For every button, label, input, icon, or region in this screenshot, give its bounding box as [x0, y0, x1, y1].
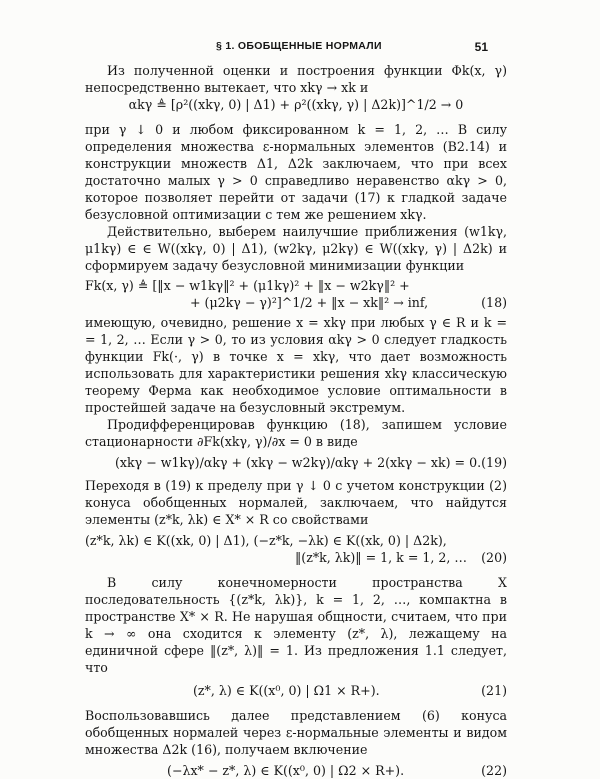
equation-text: Fk(x, γ) ≜ [‖x − w1kγ‖² + (μ1kγ)² + ‖x − w2kγ‖² + [85, 278, 410, 293]
equation-text: + (μ2kγ − γ)²]^1/2 + ‖x − xk‖² → inf, [190, 295, 429, 310]
paragraph: при γ ↓ 0 и любом фиксированном k = 1, 2, … В силу определения множества ε-нормальных элементов (B2.14) и конструкции множеств Δ1, Δ2k заключаем, что при всех достаточно малых γ > 0 справедливо неравенство αkγ > 0, которое позволяет перейти от задачи (17) к гладкой задаче безусловной оптимизации с тем же решением xkγ. [85, 122, 507, 222]
equation-number: (21) [481, 683, 507, 698]
equation-number: (20) [481, 550, 507, 565]
equation-20-line-2 [85, 549, 507, 566]
equation-19 [85, 454, 507, 471]
equation-text: (−λx* − z*, λ) ∈ K((x⁰, 0) | Ω2 × R+). [167, 763, 405, 778]
paragraph: имеющую, очевидно, решение x = xkγ при любых γ ∈ R и k = = 1, 2, … Если γ > 0, то из условия αkγ > 0 следует гладкость функции Fk(·, γ) в точке x = xkγ, что дает возможность использовать для характеристики решения xkγ классическую теорему Ферма как необходимое условие оптимальности в простейшей задаче на безусловный экстремум. [85, 315, 507, 415]
page-number: 51 [474, 40, 488, 54]
paragraph: Продифференцировав функцию (18), запишем условие стационарности ∂Fk(xkγ, γ)/∂x = 0 в виде [85, 417, 507, 449]
equation-number: (19) [481, 455, 507, 470]
page-header [0, 40, 600, 56]
equation-text: (xkγ − w1kγ)/αkγ + (xkγ − w2kγ)/αkγ + 2(xkγ − xk) = 0. [115, 455, 482, 470]
equation-number: (18) [481, 295, 507, 310]
paragraph: В силу конечномерности пространства X последовательность {(z*k, λk)}, k = 1, 2, …, компактна в пространстве X* × R. Не нарушая общности, считаем, что при k → ∞ она сходится к элементу (z*, λ), лежащему на единичной сфере ‖(z*, λ)‖ = 1. Из предложения 1.1 следует, что [85, 575, 507, 675]
equation-text: ‖(z*k, λk)‖ = 1, k = 1, 2, … [295, 550, 468, 565]
equation-21 [85, 682, 507, 699]
paragraph: Переходя в (19) к пределу при γ ↓ 0 с учетом конструкции (2) конуса обобщенных нормалей, заключаем, что найдутся элементы (z*k, λk) ∈ X* × R со свойствами [85, 478, 507, 527]
equation-18-line-2 [85, 294, 507, 311]
running-head: § 1. ОБОБЩЕННЫЕ НОРМАЛИ [216, 40, 382, 52]
equation-number: (22) [481, 763, 507, 778]
equation-text: (z*, λ) ∈ K((x⁰, 0) | Ω1 × R+). [193, 683, 380, 698]
page-body [85, 62, 507, 779]
paragraph: Из полученной оценки и построения функции Φk(x, γ) непосредственно вытекает, что xkγ → xk и [85, 63, 507, 95]
equation-22 [85, 762, 507, 779]
paragraph: Воспользовавшись далее представлением (6) конуса обобщенных нормалей через ε-нормальные элементы и видом множества Δ2k (16), получаем включение [85, 708, 507, 757]
equation-text: (z*k, λk) ∈ K((xk, 0) | Δ1), (−z*k, −λk) ∈ K((xk, 0) | Δ2k), [85, 533, 447, 548]
equation-20-line-1 [85, 532, 507, 549]
paragraph: Действительно, выберем наилучшие приближения (w1kγ, μ1kγ) ∈ ∈ W((xkγ, 0) | Δ1), (w2kγ, μ2kγ) ∈ W((xkγ, γ) | Δ2k) и сформируем задачу безусловной минимизации функции [85, 224, 507, 273]
equation-alpha: αkγ ≜ [ρ²((xkγ, 0) | Δ1) + ρ²((xkγ, γ) | Δ2k)]^1/2 → 0 [128, 97, 464, 112]
equation-18-line-1 [85, 277, 507, 294]
